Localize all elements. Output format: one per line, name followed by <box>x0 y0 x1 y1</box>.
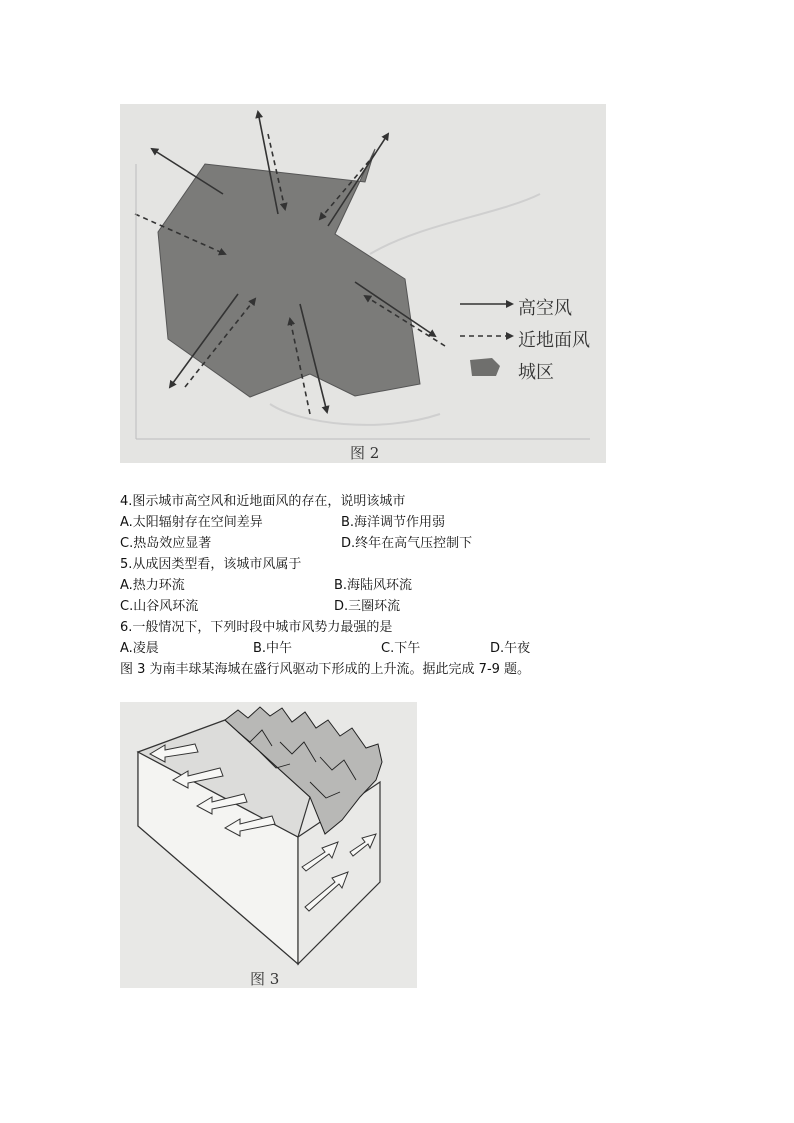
figure-2-caption: 图 2 <box>350 444 380 462</box>
question-5-option-c: C.山谷风环流 <box>120 599 199 614</box>
figure-3-caption: 图 3 <box>250 970 280 988</box>
question-5-option-b: B.海陆风环流 <box>334 578 413 593</box>
figure-2 <box>120 104 606 463</box>
legend-high-wind-label: 高空风 <box>518 298 572 319</box>
question-4-option-d: D.终年在高气压控制下 <box>341 536 473 551</box>
question-4-option-c: C.热岛效应显著 <box>120 536 212 551</box>
question-6-option-c: C.下午 <box>381 641 421 656</box>
legend-city-label: 城区 <box>518 362 554 383</box>
legend-ground-wind-label: 近地面风 <box>518 330 590 351</box>
question-6-option-a: A.凌晨 <box>120 641 159 656</box>
legend-city-symbol <box>470 358 500 376</box>
city-wind-diagram <box>120 104 606 463</box>
question-5-option-d: D.三圈环流 <box>334 599 401 614</box>
question-6-option-d: D.午夜 <box>490 641 531 656</box>
upwelling-block-diagram <box>120 702 417 988</box>
city-area <box>158 149 420 397</box>
question-4-option-b: B.海洋调节作用弱 <box>341 515 446 530</box>
intro-text: 图 3 为南丰球某海城在盛行风驱动下形成的上升流。据此完成 7-9 题。 <box>120 662 531 677</box>
question-4-option-a: A.太阳辐射存在空间差异 <box>120 515 263 530</box>
question-5-option-a: A.热力环流 <box>120 578 185 593</box>
question-6-option-b: B.中午 <box>253 641 293 656</box>
question-4-stem: 4.图示城市高空风和近地面风的存在，说明该城市 <box>120 494 406 509</box>
question-5-stem: 5.从成因类型看，该城市风属于 <box>120 557 302 572</box>
figure-3 <box>120 702 417 988</box>
question-6-stem: 6.一般情况下，下列时段中城市风势力最强的是 <box>120 620 393 635</box>
